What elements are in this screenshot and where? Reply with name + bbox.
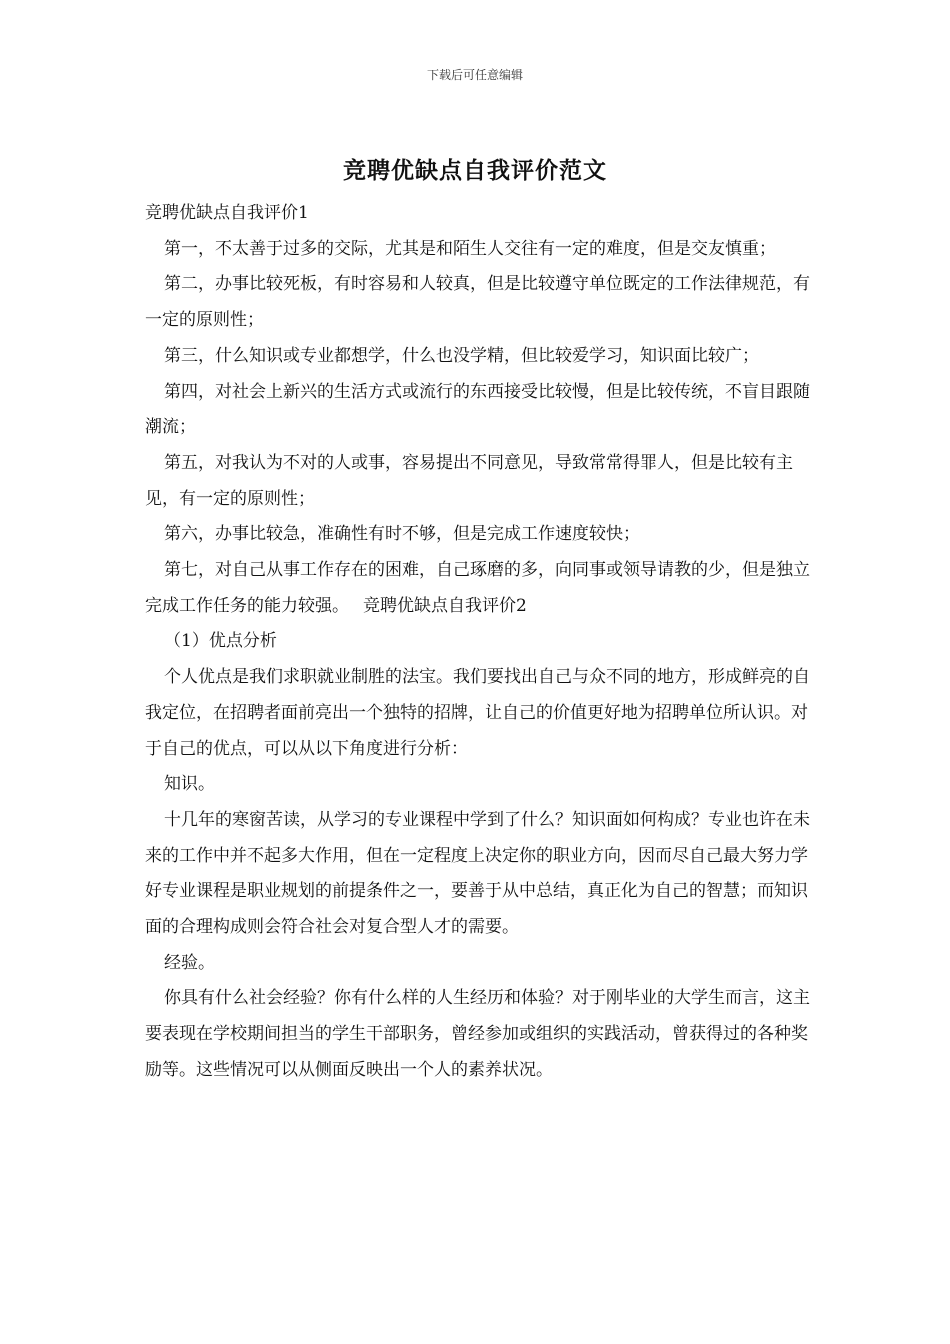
paragraph-5: 第五，对我认为不对的人或事，容易提出不同意见，导致常常得罪人，但是比较有主见，有一定的原则性； — [145, 452, 793, 509]
section-heading-1: 竞聘优缺点自我评价1 — [145, 203, 309, 223]
paragraph-1: 第一，不太善于过多的交际，尤其是和陌生人交往有一定的难度，但是交友慎重； — [164, 238, 776, 259]
document-body — [145, 196, 813, 1089]
knowledge-paragraph: 十几年的寒窗苦读，从学习的专业课程中学到了什么？知识面如何构成？专业也许在未来的工作中并不起多大作用，但在一定程度上决定你的职业方向，因而尽自己最大努力学好专业课程是职业规划的前提条件之一，要善于从中总结，真正化为自己的智慧；而知识面的合理构成则会符合社会对复合型人才的需要。 — [145, 809, 810, 938]
experience-paragraph: 你具有什么社会经验？你有什么样的人生经历和体验？对于刚毕业的大学生而言，这主要表现在学校期间担当的学生干部职务，曾经参加或组织的实践活动，曾获得过的各种奖励等。这些情况可以从侧面反映出一个人的素养状况。 — [145, 988, 810, 1080]
paragraph-2: 第二，办事比较死板，有时容易和人较真，但是比较遵守单位既定的工作法律规范，有一定的原则性； — [145, 274, 810, 331]
sub-heading: （1）优点分析 — [164, 631, 277, 652]
intro-paragraph: 个人优点是我们求职就业制胜的法宝。我们要找出自己与众不同的地方，形成鲜亮的自我定位，在招聘者面前亮出一个独特的招牌，让自己的价值更好地为招聘单位所认识。对于自己的优点，可以从以下角度进行分析： — [145, 667, 810, 759]
paragraph-6: 第六，办事比较急，准确性有时不够，但是完成工作速度较快； — [164, 524, 640, 545]
paragraph-7-block — [145, 553, 813, 624]
header-note: 下载后可任意编辑 — [426, 68, 523, 82]
knowledge-label: 知识。 — [164, 774, 215, 795]
section-heading-2: 竞聘优缺点自我评价2 — [363, 595, 527, 616]
paragraph-4: 第四，对社会上新兴的生活方式或流行的东西接受比较慢，但是比较传统，不盲目跟随潮流； — [145, 381, 810, 438]
document-title: 竞聘优缺点自我评价范文 — [343, 157, 607, 184]
paragraph-3: 第三，什么知识或专业都想学，什么也没学精，但比较爱学习，知识面比较广； — [164, 345, 759, 366]
paragraph-7: 第七，对自己从事工作存在的困难，自己琢磨的多，向同事或领导请教的少，但是独立完成工作任务的能力较强。 — [145, 560, 810, 616]
experience-label: 经验。 — [164, 952, 215, 973]
